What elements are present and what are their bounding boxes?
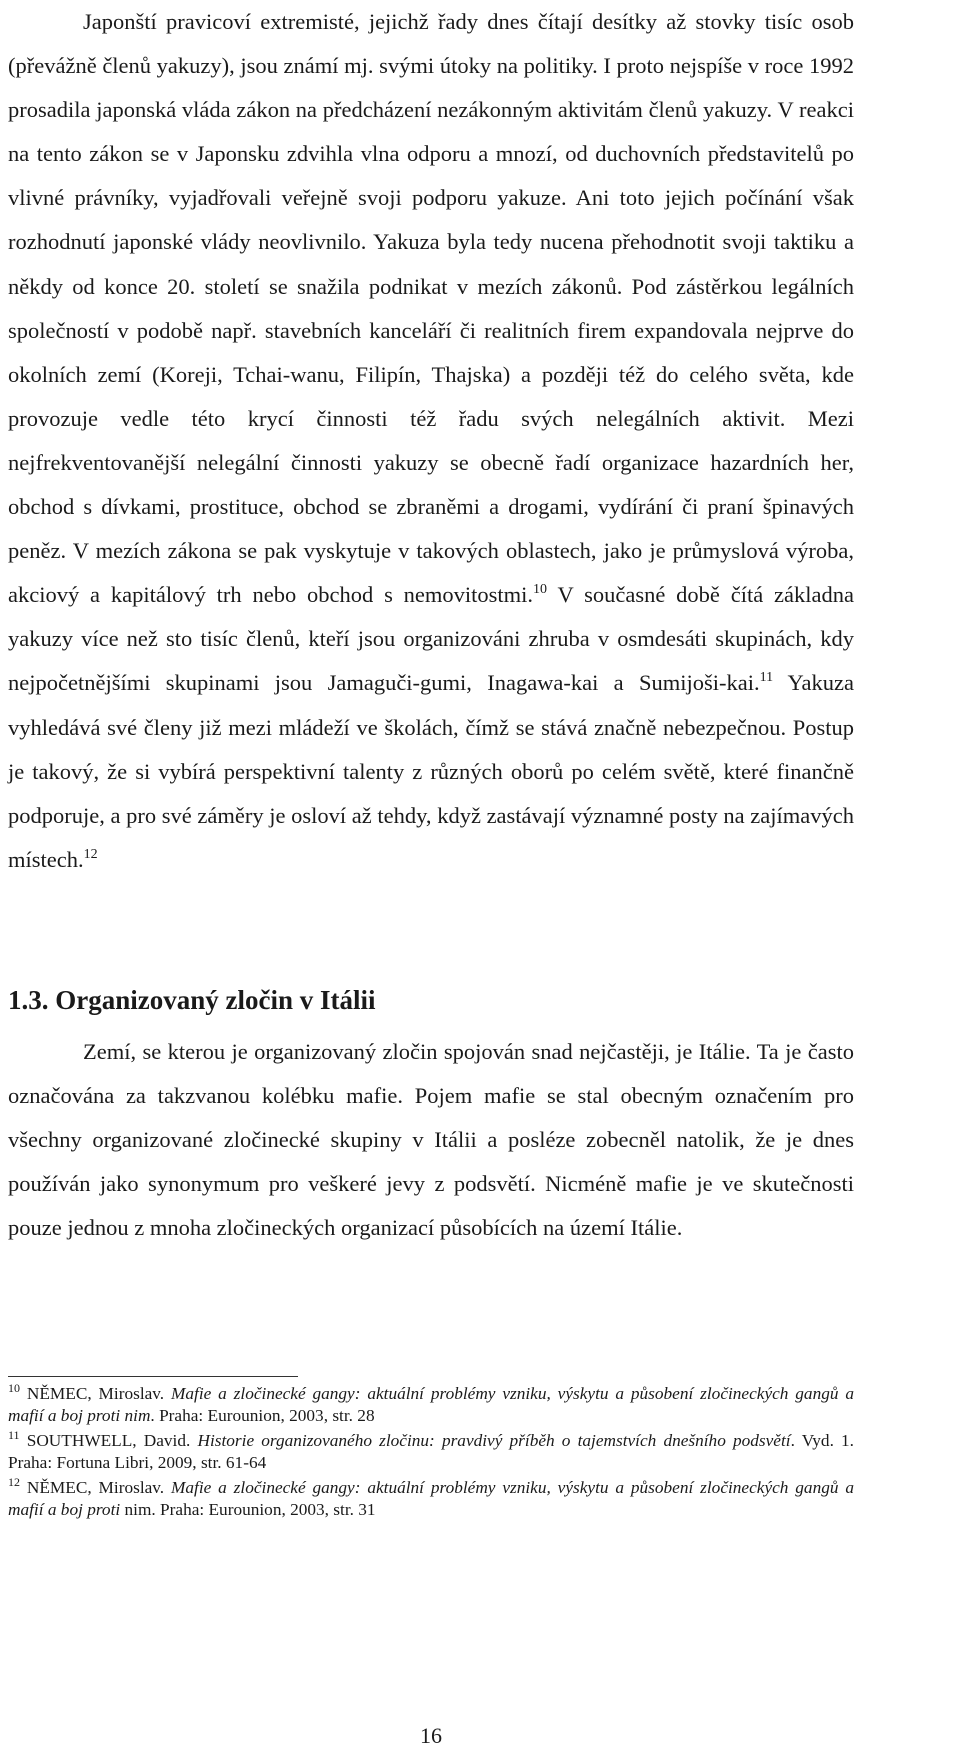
footnote-title: Mafie a zločinecké gangy: aktuální problémy vzniku, výskytu a působení zločineckých gangů a mafií a boj proti: [8, 1478, 854, 1519]
footnote-number: 10: [8, 1381, 20, 1395]
footnote-publication: . Praha: Eurounion, 2003, str. 28: [150, 1406, 375, 1425]
body-paragraph-yakuza: [8, 0, 854, 882]
footnote-separator: [8, 1376, 298, 1377]
section-heading: 1.3. Organizovaný zločin v Itálii: [8, 985, 376, 1015]
footnote-author: SOUTHWELL, David.: [19, 1431, 198, 1450]
footnote: [8, 1430, 854, 1474]
footnotes: [8, 1383, 854, 1524]
footnote-title: Mafie a zločinecké gangy: aktuální problémy vzniku, výskytu a působení zločineckých gangů a mafií a boj proti nim: [8, 1384, 854, 1425]
page-number: 16: [420, 1723, 442, 1748]
footnote-author: NĚMEC, Miroslav.: [20, 1384, 171, 1403]
footnote: [8, 1477, 854, 1521]
footnote-reference[interactable]: 12: [83, 846, 98, 862]
body-paragraph-italy: Zemí, se kterou je organizovaný zločin spojován snad nejčastěji, je Itálie. Ta je často označována za takzvanou kolébku mafie. Pojem mafie se stal obecným označením pro všechny organizované zločinecké skupiny v Itálii a posléze zobecněl natolik, že je dnes používán jako synonymum pro veškeré jevy z podsvětí. Nicméně mafie je ve skutečnosti pouze jednou z mnoha zločineckých organizací působících na území Itálie.: [8, 1039, 854, 1241]
footnote-reference[interactable]: 10: [533, 582, 548, 598]
footnote-reference[interactable]: 11: [759, 670, 774, 686]
footnote-publication: nim. Praha: Eurounion, 2003, str. 31: [120, 1500, 376, 1519]
paragraph-text: Japonští pravicoví extremisté, jejichž řady dnes čítají desítky až stovky tisíc osob (převážně členů yakuzy), jsou známí mj. svými útoky na politiky. I proto nejspíše v roce 1992 prosadila japonská vláda zákon na předcházení nezákonným aktivitám členů yakuzy. V reakci na tento zákon se v Japonsku zdvihla vlna odporu a mnozí, od duchovních představitelů po vlivné právníky, vyjadřovali veřejně svoji podporu yakuze. Ani toto jejich počínání však rozhodnutí japonské vlády neovlivnilo. Yakuza byla tedy nucena přehodnotit svoji taktiku a někdy od konce 20. století se snažila podnikat v mezích zákonů. Pod zástěrkou legálních společností v podobě např. stavebních kanceláří či realitních firem expandovala nejprve do okolních zemí (Koreji, Tchai-wanu, Filipín, Thajska) a později též do celého světa, kde provozuje vedle této krycí činnosti též řadu svých nelegálních aktivit. Mezi nejfrekventovanější nelegální činnosti yakuzy se obecně řadí organizace hazardních her, obchod s dívkami, prostituce, obchod se zbraněmi a drogami, vydírání či praní špinavých peněz. V mezích zákona se pak vyskytuje v takových oblastech, jako je průmyslová výroba, akciový a kapitálový trh nebo obchod s nemovitostmi.: [8, 9, 854, 608]
footnote-number: 11: [8, 1428, 20, 1442]
footnote-number: 12: [8, 1475, 20, 1489]
footnote: [8, 1383, 854, 1427]
paragraph-text: V současné době čítá základna yakuzy více než sto tisíc členů, kteří jsou organizováni zhruba v osmdesáti skupinách, kdy nejpočetnějšími skupinami jsou Jamaguči-gumi, Inagawa-kai a Sumijoši-kai.: [8, 582, 854, 696]
footnote-author: NĚMEC, Miroslav.: [20, 1478, 171, 1497]
footnote-title: Historie organizovaného zločinu: pravdivý příběh o tajemstvích dnešního podsvětí: [197, 1431, 791, 1450]
footnote-publication: . Vyd. 1. Praha: Fortuna Libri, 2009, str. 61-64: [8, 1431, 855, 1472]
paragraph-text: Yakuza vyhledává své členy již mezi mládeží ve školách, čímž se stává značně nebezpečnou. Postup je takový, že si vybírá perspektivní talenty z různých oborů po celém světě, které finančně podporuje, a pro své záměry je osloví až tehdy, když zastávají významné posty na zajímavých místech.: [8, 670, 854, 872]
